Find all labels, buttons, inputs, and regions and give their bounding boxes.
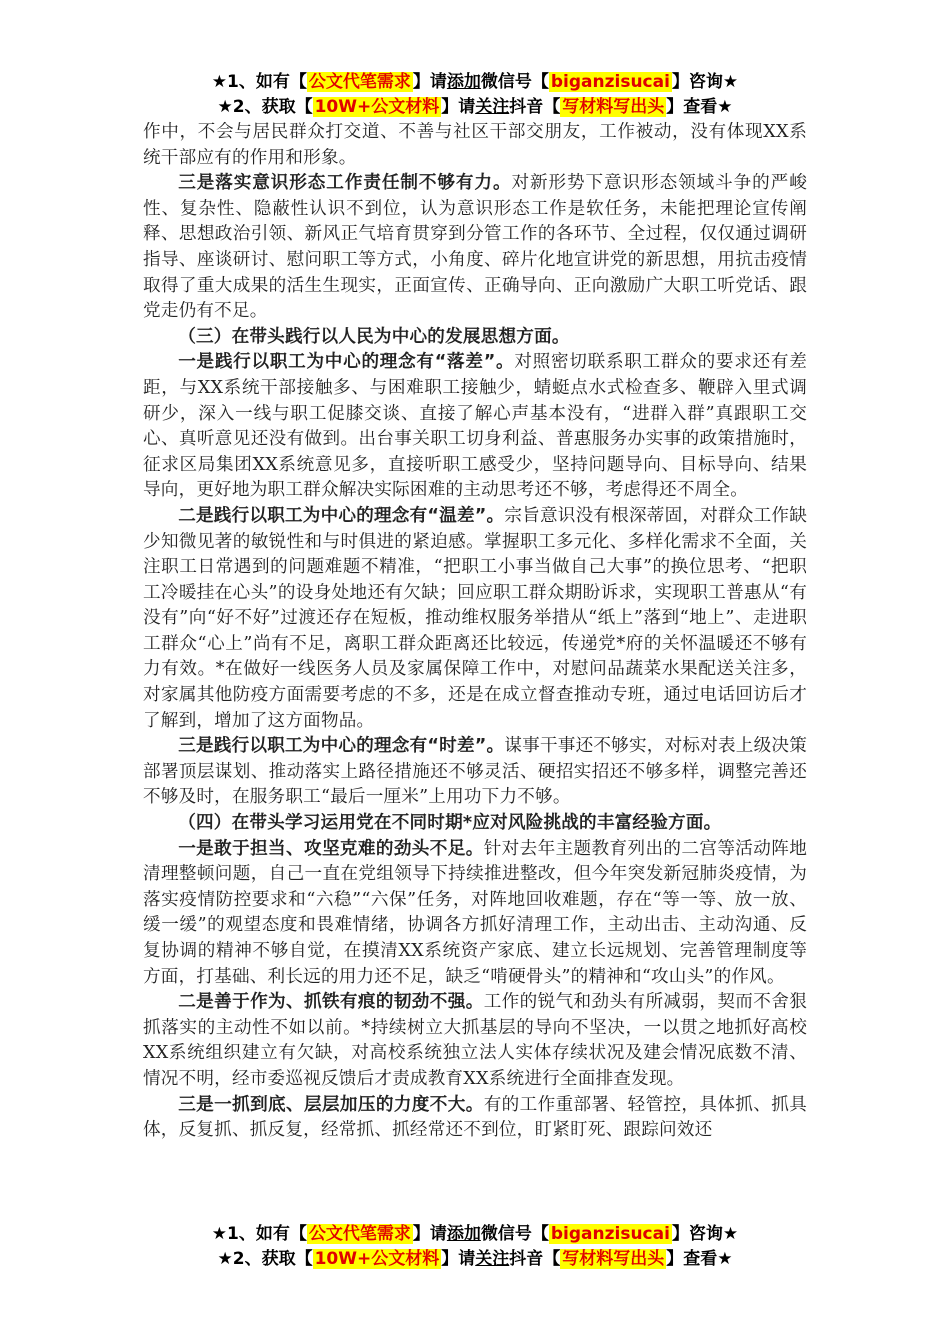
section-heading: （四）在带头学习运用党在不同时期*应对风险挑战的丰富经验方面。: [178, 813, 722, 834]
banner-text: 】查看★: [666, 1249, 733, 1269]
paragraph-text: 对照密切联系职工群众的要求还有差距，与XX系统干部接触多、与困难职工接触少，蜻蜓点水式检查多、鞭辟入里式调研少，深入一线与职工促膝交谈、直接了解心声基本没有，“进群入群”真跟职工交心、真听意见还没有做到。出台事关职工切身利益、普惠服务办实事的政策措施时，征求区局集团XX系统意见多，直接听职工感受少，坚持问题导向、目标导向、结果导向，更好地为职工群众解决实际困难的主动思考还不够，考虑得还不周全。: [143, 352, 807, 501]
banner-text: 】咨询★: [671, 1224, 739, 1244]
paragraph-lead: 一是敢于担当、攻坚克难的劲头不足。: [178, 838, 484, 859]
document-body: [143, 120, 807, 1144]
banner-text: 】请: [412, 72, 447, 92]
banner-highlight: biganzisucai: [550, 72, 670, 92]
section-heading: （三）在带头践行以人民为中心的发展思想方面。: [178, 326, 570, 347]
banner-text: ★2、获取【: [217, 97, 313, 117]
paragraph-text: 有的工作重部署、轻管控，具体抓、抓具体，反复抓、抓反复，经常抓、抓经常还不到位，盯紧盯死、跟踪问效还: [143, 1094, 808, 1141]
banner-text: 微信号【: [480, 72, 549, 92]
paragraph-text: 对新形势下意识形态领域斗争的严峻性、复杂性、隐蔽性认识不到位，认为意识形态工作是软任务，未能把理论宣传阐释、思想政治引领、新风正气培育贯穿到分管工作的各环节、全过程，仅仅通过调研指导、座谈研讨、慰问职工等方式，小角度、碎片化地宣讲党的新思想，用抗击疫情取得了重大成果的活生生现实，正面宣传、正确导向、正向激励广大职工听党话、跟党走仍有不足。: [143, 173, 807, 322]
banner-text: 抖音【: [509, 97, 561, 117]
banner-text: 抖音【: [509, 1249, 561, 1269]
banner-highlight: 写材料写出头: [562, 97, 665, 117]
banner-text: 】请: [441, 97, 476, 117]
paragraph: [143, 350, 807, 504]
paragraph-lead: 三是一抓到底、层层加压的力度不大。: [178, 1094, 484, 1115]
paragraph-text: 工作的锐气和劲头有所减弱，契而不舍狠抓落实的主动性不如以前。*持续树立大抓基层的导向不坚决，一以贯之地抓好高校XX系统组织建立有欠缺，对高校系统独立法人实体存续状况及建会情况底数不清、情况不明，经市委巡视反馈后才责成教育XX系统进行全面排查发现。: [143, 992, 808, 1089]
paragraph-text: 谋事干事还不够实，对标对表上级决策部署顶层谋划、推动落实上路径措施还不够灵活、硬招实招还不够多样，调整完善还不够及时，在服务职工“最后一厘米”上用功下力不够。: [143, 736, 807, 808]
paragraph: 作中，不会与居民群众打交道、不善与社区干部交朋友，工作被动，没有体现XX系统干部应有的作用和形象。: [143, 122, 807, 168]
banner-highlight: 10W+公文材料: [314, 97, 440, 117]
banner-text: 微信号【: [480, 1224, 549, 1244]
banner-underline: 添加: [446, 72, 481, 92]
paragraph-lead: 二是践行以职工为中心的理念有“温差”。: [178, 505, 505, 526]
paragraph-lead: 二是善于作为、抓铁有痕的韧劲不强。: [178, 992, 484, 1013]
banner-text: 】咨询★: [671, 72, 739, 92]
paragraph-lead: 三是践行以职工为中心的理念有“时差”。: [178, 736, 505, 757]
paragraph-lead: 一是践行以职工为中心的理念有“落差”。: [178, 352, 515, 373]
banner-highlight: 公文代笔需求: [308, 1224, 411, 1244]
banner-highlight: biganzisucai: [550, 1224, 670, 1244]
paragraph: [143, 171, 807, 325]
paragraph: [143, 734, 807, 811]
banner-text: ★2、获取【: [217, 1249, 313, 1269]
banner-text: 】请: [441, 1249, 476, 1269]
banner-highlight: 写材料写出头: [562, 1249, 665, 1269]
paragraph: [143, 504, 807, 734]
promo-banner-top-line1: [0, 70, 950, 94]
paragraph: [143, 990, 807, 1092]
paragraph-text: 宗旨意识没有根深蒂固，对群众工作缺少知微见著的敏锐性和与时俱进的紧迫感。掌握职工多元化、多样化需求不全面，关注职工日常遇到的问题难题不精准，“把职工小事当做自己大事”的换位思考、“把职工冷暖挂在心头”的设身处地还有欠缺；回应职工群众期盼诉求，实现职工普惠从“有没有”向“好不好”过渡还存在短板，推动维权服务举措从“纸上”落到“地上”、走进职工群众“心上”尚有不足，离职工群众距离还比较远，传递党*府的关怀温暖还不够有力有效。*在做好一线医务人员及家属保障工作中，对慰问品蔬菜水果配送关注多，对家属其他防疫方面需要考虑的不多，还是在成立督查推动专班，通过电话回访后才了解到，增加了这方面物品。: [143, 505, 807, 731]
banner-text: 】请: [412, 1224, 447, 1244]
banner-underline: 关注: [475, 97, 510, 117]
paragraph-text: 针对去年主题教育列出的二宫等活动阵地清理整顿问题，自己一直在党组领导下持续推进整改，但今年突发新冠肺炎疫情，为落实疫情防控要求和“六稳”“六保”任务，对阵地回收难题，存在“等一等、放一放、缓一缓”的观望态度和畏难情绪，协调各方抓好清理工作，主动出击、主动沟通、反复协调的精神不够自觉，在摸清XX系统资产家底、建立长远规划、完善管理制度等方面，打基础、利长远的用力还不足，缺乏“啃硬骨头”的精神和“攻山头”的作风。: [143, 838, 808, 987]
promo-banner-bottom-line2: [0, 1247, 950, 1271]
banner-underline: 关注: [475, 1249, 510, 1269]
banner-text: ★1、如有【: [211, 1224, 307, 1244]
banner-underline: 添加: [446, 1224, 481, 1244]
paragraph-lead: 三是落实意识形态工作责任制不够有力。: [178, 173, 512, 194]
banner-text: 】查看★: [666, 97, 733, 117]
banner-text: ★1、如有【: [211, 72, 307, 92]
banner-highlight: 公文代笔需求: [308, 72, 411, 92]
paragraph: [143, 837, 807, 991]
promo-banner-top-line2: [0, 95, 950, 119]
banner-highlight: 10W+公文材料: [314, 1249, 440, 1269]
paragraph: [143, 1093, 807, 1144]
promo-banner-bottom-line1: [0, 1222, 950, 1246]
